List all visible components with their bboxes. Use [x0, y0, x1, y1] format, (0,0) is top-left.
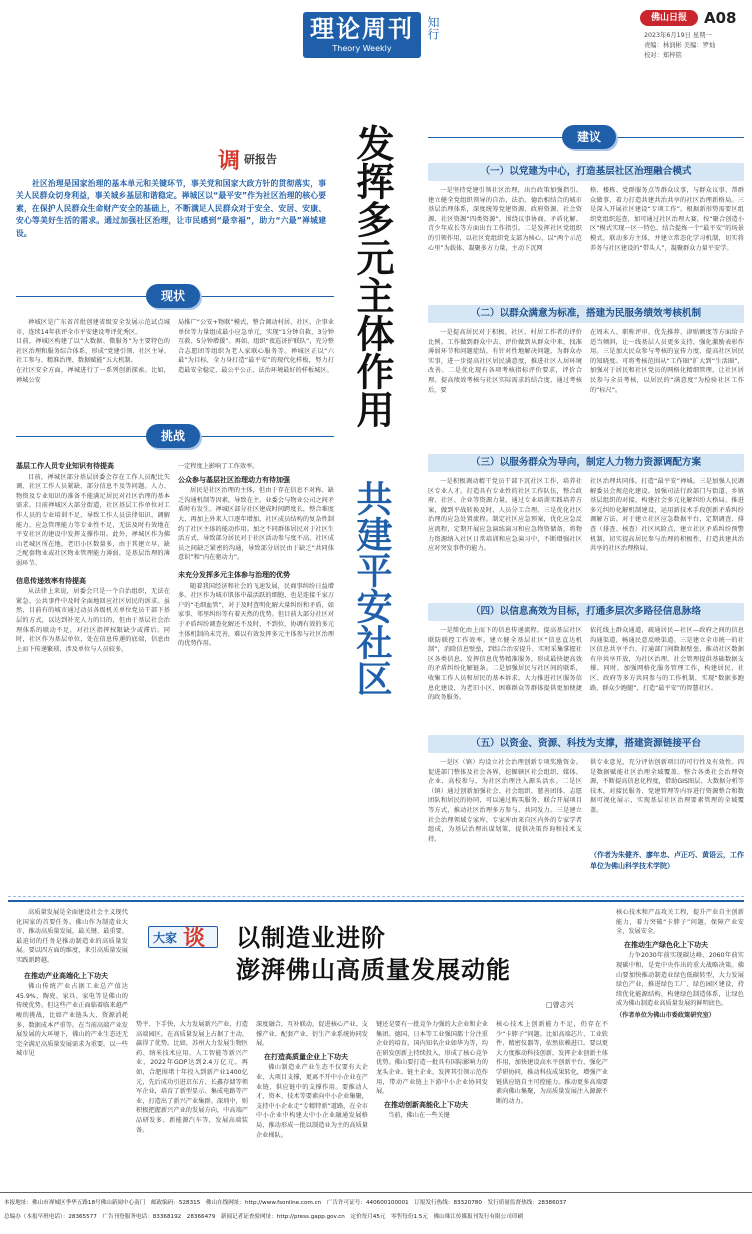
proofreader: 校对：郑梓铭	[644, 52, 682, 59]
feature-tag	[148, 925, 218, 951]
feature-title-1: 以制造业进阶	[236, 923, 386, 952]
feature-col-4-text: 键还是要有一批竞争力强的大企业和企业集团。德国、日本等工业强国都十分注重企业的培育，国内知名企业如华为等，均在研发创新上持续投入，形成了核心竞争优势。佛山要打造一批具有国际影响力的龙头企业、链主企业，发挥其引领示范作用，带动产业链上下游中小企业协同发展。	[376, 1021, 488, 1096]
status-text-2: 局推广“公安+物联”模式，整合调动村居、社区、企事业单位等力量组成最小应急单元，实现“1分钟自救、3分钟互救、5分钟增援”。再如，组织“夜巡济护联队”，充分整合志愿团等组织为老人家联心服务等。禅城区正以“六最”为目标，全力身打造“最平安”的现代化样板，努力打造最安全稳定、最公平公正、法治环境最好的样板城区。	[178, 319, 334, 374]
authors-note: （作者为朱健齐、廖年忠、卢正巧、黄语云，工作单位为佛山科学技术学院）	[590, 851, 744, 870]
advice-1-left: 一是坚持党建引领社区治理，出台政策加强指引。建立健全党组织领导的自治、法治、德治相结合的城市基层治理体系，深度统筹党建资源、政府资源、社会资源、社区资源“四类资源”，围绕议事协商、矛盾化解、青少年成长等方面出台工作指引。二是发挥社区党组织的引领作用，以社区党组织党支部为核心，以“两个示范心里”为载体，凝聚多方力量，主动下沉网	[428, 187, 582, 252]
section-title-en: Theory Weekly	[332, 44, 392, 53]
challenge-heading-2: 信息传递效率有待提高	[16, 576, 86, 585]
headline-main: 发挥多元主体作用	[350, 124, 395, 428]
feature-author: □曾志兴	[546, 1001, 574, 1009]
challenge-heading-4: 未充分发挥多元主体参与治理的优势	[178, 570, 290, 579]
feature-col-1-heading: 在推动产业高端化上下功夫	[24, 971, 108, 980]
page-number: A08	[704, 9, 737, 27]
advice-2-right: 在周末人、职称评审、优先推荐、津贴额度等方面给予适当倾斜，让一线基层人员更多支持，强化激励表彰作用。三是加大民众参与考核的宣传力度，提高社区居民的知晓度。可将考核范围从“工作圈”扩大到“生活圈”，加强对于居民和社区党员的网格化精细管理，让社区居民参与全员考核，以居民的“满意度”为检验社区工作的“标尺”。	[590, 329, 744, 394]
advice-title-5: （五）以资金、资源、科技为支撑，搭建资源链接平台	[428, 735, 744, 753]
advice-4-left: 一是简化由上而下的信息传递流程，提高基层社区联防联控工作效率。建立健全基层社区“信息直达机制”，消除信息壁垒，到综合治安提升，实时采集掌握社区各类信息，发挥信息优势精准服务，形成最快捷高效的矛盾纠纷化解链条。二是加强居民与社区间的联系，收集工作人员和居民的基本诉求。大力推进社区服务信息化建设，为老旧小区、困难群众等群体提供更加便捷的政务服务。	[428, 627, 582, 702]
feature-col-3-text: 深度融合，互补联动，促进核心产业、支撑产业、配套产业、衍生产业系统协同发展。	[256, 1021, 368, 1048]
advice-1-right: 格、楼栋、党群服务点等群众议事，与群众议事、帮群众做事，着力打造共建共治共享的社区治理新格局。三是深入开展社区建设“专项工作”。根据新形势需要区组织党组织巡查，加可通过社区治理大赛，按“聚合创造小区”模式实现一区一特色、结合提炼一个“最平安”的场景模式，联动多方主体，并建立常态化学习机制，切实将养务与社区建设的“带头人”，凝聚群众力量平安学。	[590, 187, 744, 252]
feature-col-4-heading: 在推动创新高能化上下功夫	[384, 1100, 468, 1109]
challenge-col-1	[16, 458, 170, 886]
feature-title-2: 澎湃佛山高质量发展动能	[236, 955, 511, 984]
challenge-para-1: 目前，禅城区部分基层居委会存在工作人员配比失调、社区工作人员紧缺、部分信息不及等问题。人力、物资及专业知识的准备不能满足居民对社区治理的基本需求。目前禅城区大部分街道，社区基层工作单位对工作人员的专业培训不足，导致工作人员法律知识、调解能力、应急管理能力等专业性不足，无法及时有效地在平安社区的建设中发挥支撑作用。此外，禅城区作为佛山老城区所在地，老旧小区数量多，由于其建立早，缺乏配套物业或社区物业管理能力薄弱，是基层治理的薄弱环节。	[16, 473, 170, 567]
advice-5-left: 一是区（镇）均设立社会治理创新专项奖励资金。促进部门整体及社会各界，挖掘辖区社会组织、媒体、企业、高校参与，为社区治理注入源头活水。二是区（镇）通过创新加强社会、社会组织、慈善团体、志愿团队和居民的协同，可以通过购买服务、联合开展项目等方式，推动社区治理多方参与、共同发力。三是建立社会治理领域专家库，专家库由来自区内外的专家学者组成，为基层治理出谋划策，提供决策咨询和技术支持。	[428, 759, 582, 843]
tag-char: 调	[218, 148, 241, 174]
feature-col-4-body: 当前，佛山在一些关键	[388, 1112, 450, 1120]
research-report-tag	[218, 146, 314, 174]
advice-3-left: 一是积极调动精干党员干部下沉社区工作，培养社区专业人才。打造具有专业性的社区工作队伍，整合政府、社区、企业等资源力量，通过专业培训实践培养方案，做到平战转换及时、人员分工合理。三是优化社区治理的应急处置流程。制定社区应急预案，优化应急反应流程，定期开展应急演练演习和应急物资储备，将物力资源纳入社区日常培训和应急演习中，不断增强社区应对突发事件的能力。	[428, 478, 582, 553]
challenge-heading-1: 基层工作人员专业知识有待提高	[16, 462, 114, 470]
challenge-col-2	[178, 462, 334, 886]
feature-tag-text-2: 谈	[183, 925, 206, 951]
footer-row-1: 本报地址：佛山市禅城区季华五路18号佛山新闻中心南门 邮政编码：528315 佛山在线网址：http://www.fsonline.com.cn 广告许可证号：440600100001 订报发行热线：83320780 发行质量监督热线：28386037	[4, 1200, 567, 1206]
challenge-label: 挑战	[146, 424, 200, 448]
advice-5-right: 供专业意见，充分评估创新项目的可行性及有效性。四是数据赋能社区治理全域覆盖。整合各类社会治理资源，不断提高信息化程度，借助GIS图层、大数据分析等技术，对接民服务、党建管理等内容进行资源整合和数据可视化展示，实现基层社区治理要素管理的全域覆盖。	[590, 759, 744, 814]
masthead	[0, 0, 752, 68]
feature-col-6-body: 力争2030年前实现碳达峰、2060年前实现碳中和，是党中央作出的重大战略决策。佛山要加快推动制造业绿色低碳转型，大力发展绿色产业，推进绿色工厂、绿色园区建设，持续优化能源结构，构建绿色制造体系，让绿色成为佛山制造业高质量发展的鲜明底色。	[616, 952, 744, 1008]
challenge-para-4: 居民是社区治理的主体，但由于存在信息不对称、缺乏沟通机制等因素，导致在主、业委会与物业公司之间矛盾时有发生。禅城区部分社区建成时间跨度长，整合难度大，再加上外来人口逐年增加，社区成员结构的复杂性制约了社区主体的能动作用。加之不同群体居民对于社区生活方式、导致部分居民对于社区活动参与度不高，社区成员之间缺乏紧密的沟通，导致部分居民由于缺乏“共同体意识”和“内在驱动力”。	[178, 487, 334, 562]
challenge-para-2: 从法律上来说，居委会只是一个自治组织，无法在紧急、公共事件中及时全面地回应社区居民的诉求。虽然，目前有的城市通过动员各级机关单位党员干部下基层的方式，以达到补充人力的目的，但由于基层社会治理体系的联动不足，对社区指挥权限缺少或滞后。同时，社区作为基层单位，处在信息传递的底端，信息由上而下传递繁琐，涉及单位与人员较多，	[16, 588, 170, 653]
headline-sub: 共建平安社区	[351, 480, 393, 696]
status-text-1: 禅城区是广东省首批创建省级安全发展示范试点城市，连续14年获评全市平安建设考评优秀区。 目前，禅城区构建了以“大数据、微服务”为主要特色的社区治理和服务综合体系，形成“党建引领、社区主导、社工参与、精准治理、数据赋能”五大机制。 在社区安全方面，禅城进行了一系列创新探索。比如，禅城公安	[16, 319, 170, 384]
issue-date: 2023年6月19日 星期一	[644, 32, 712, 39]
status-label: 现状	[146, 284, 200, 308]
advice-4-right: 依托线上群众通道，疏通居民—社区—政府之间的信息沟通渠道，畅通民意反映渠道。三是建立全市统一的社区信息共享平台，打通部门间数据壁垒，推动社区数据有序共享开放，为社区治理、社会管理提供基础数据支撑。同时，加强网格化服务管理工作，构建居民、社区、政府等多方共同参与的工作机制，实现“数据多跑路，群众少跑腿”，打造“最平安”的智慧社区。	[590, 627, 744, 692]
feature-col-1	[16, 908, 128, 1184]
advice-title-4: （四）以信息高效为目标，打通多层次多路径信息脉络	[428, 603, 744, 621]
feature-col-6	[616, 908, 744, 1184]
feature-col-3-heading: 在打造高质量企业上下功夫	[264, 1052, 348, 1061]
challenge-para-5: 随着我国经济和社会的飞速发展，民商事纠纷日益增多。社区作为城市肌体中最活跃的细胞，也是连接千家万户的“毛细血管”，对于及时查明化解大量纠纷和矛盾，如家事、邻里纠纷等有着天然的优势。但目前大部分社区对于矛盾纠纷调查化解还不及时，不到位，协调有效的多元主体机制尚未完善，难以有效发挥多元主体参与社区治理的优势作用。	[178, 582, 334, 648]
tag-text: 研报告	[244, 153, 277, 166]
divider-line	[8, 900, 744, 902]
advice-title-1: （一）以党建为中心，打造基层社区治理融合模式	[428, 163, 744, 181]
lead-summary: 社区治理是国家治理的基本单元和关键环节，事关党和国家大政方针的贯彻落实，事关人民群众切身利益，事关城乡基层和谐稳定。禅城区以“最平安”作为社区治理的核心要素，在保护人民群众生命财产安全的基础上，不断满足人民群众对于安全、安居、安康、安心等美好生活的需求。通过加强社区治理，让市民感到“最幸福”，助力“六最”禅城建设。	[16, 179, 326, 238]
feature-col-1-text: 高质量发展是全面建设社会主义现代化国家的首要任务。佛山作为制造业大市，推动高质量发展，最关键、最重要、最迫切的任务是推动制造业的高质量发展。要以四方面的维度，来引高质量发展实践新跨越。	[16, 909, 128, 964]
advice-3-right: 社区治理共同体，打造“最平安”禅城。三是加强人民调解委员会规范化建设。加强司法行政部门与街道、乡镇基层组织的对接，构建社会多元化解纠纷大格局，推进多元纠纷化解机制建设，运用新技术手段创新矛盾纠纷调解方法。对于建立社区应急数据平台，定期调查、排查（排查、核查）社区风险点，建立社区矛盾纠纷预警机制，切实提高居民参与治理的积极性，打造共建共治共享的社区治理格局。	[590, 478, 744, 553]
feature-col-6-end: （作者单位为佛山市委政策研究室）	[616, 1011, 715, 1019]
feature-col-2: 势平、下手快，大力发展新兴产业，打造高端园区，在高质量发展上占据了主动、赢得了优势。比如，苏州大力发展生物医药、纳米技术应用、人工智能等新兴产业，2022年GDP达到2.4万亿元。再如，合肥围堵十年投入到新产业1400亿元，先后成功引进京东方、长鑫存储等领军企业，培育了新型显示、集成电路等产业，打造出了新兴产业集群。深圳中，则积极把握新兴产业的发展方向，中高端产品研发多、新能源汽车等，发展高端装备。	[136, 1021, 248, 1134]
feature-col-3-body: 佛山制造业产业生态不仅要有大企业、大项目支撑，更离不开中小企业在产业链、供应链中的支撑作用。要推动人才、资本、技术等要素向中小企业集聚，支持中小企业走“专精特新”道路，在全市中小企业中构建大中小企业融通发展格局，推动形成一批以制造业为主的高质量企业梯队。	[256, 1064, 368, 1139]
advice-title-3: （三）以服务群众为导向，制定人力物力资源调配方案	[428, 454, 744, 472]
advice-label: 建议	[562, 125, 616, 149]
feature-col-6-text: 核心技术和产品攻关工程，提升产业自主创新能力，着力突破“卡脖子”问题，保障产业安全、发展安全。	[616, 909, 744, 936]
footer-row-2: 总编办（本报早班电话）：28365577 广告刊登服务电话：83368192 28366479 新闻记者证查验网址：http://press.gapp.gov.cn 定价每月45元 零售每份1.5元 佛山珠江传媒报刊发行有限公司印刷	[4, 1214, 524, 1220]
footer-rule	[0, 1192, 752, 1193]
section-divider	[8, 896, 744, 897]
feature-col-6-heading: 在推动生产绿色化上下功夫	[624, 940, 708, 949]
advice-2-left: 一是提高居民对于积极、社区、村居工作者的评价比例。工作做到群众中去、评价做到从群众中来，找准薄弱环节和问题症结，有针对性地解决问题，为群众办实事，进一步提高社区居民满意度，推进社区人居环境改善。二是优化现有各项考核指标评价要求，评价合理。提高绩效考核与社区实际需求的结合度，通过考核后，要	[428, 329, 582, 394]
editors: 责编：林润彬 美编：罗灿	[644, 42, 716, 49]
advice-title-2: （二）以群众满意为标准，搭建为民服务绩效考核机制	[428, 305, 744, 323]
section-suffix: 知行	[426, 16, 440, 40]
feature-col-5: 核心技术上创新能力不足，仍存在不少“卡脖子”问题。比如高端芯片、工业软件、精密仪器等，依然依赖进口。要以更大力度推动科技创新，发挥企业创新主体作用，加快建设高水平创新平台，强化产学研协同，推动科技成果转化，增强产业链供应链自主可控能力。推动更多高端要素向佛山集聚，为高质量发展注入源源不断的动力。	[496, 1021, 608, 1105]
challenge-heading-3: 公众参与基层社区治理动力有待加强	[178, 475, 290, 484]
feature-col-4	[376, 1020, 488, 1184]
section-title: 理论周刊	[310, 14, 414, 43]
feature-tag-text-1: 大家	[153, 931, 178, 945]
status-col-1	[16, 318, 170, 418]
challenge-para-3: 一定程度上影响了工作效率。	[178, 463, 259, 470]
status-col-2	[178, 318, 334, 418]
feature-col-1-body: 佛山传统产业占据工业总产值达45.9%，陶瓷、家具、家电等是佛山的传统优势。但这些产业正面临着临来越严峻的挑战，比如产业链头大、资源消耗多、数据成本严重等。在当前高端产业发展发展的大环境下，佛山的产业生态还无完全满足高质量发展需求为重要。以一些城市见	[16, 983, 128, 1058]
feature-col-3	[256, 1020, 368, 1184]
paper-logo: 佛山日报	[640, 10, 698, 26]
